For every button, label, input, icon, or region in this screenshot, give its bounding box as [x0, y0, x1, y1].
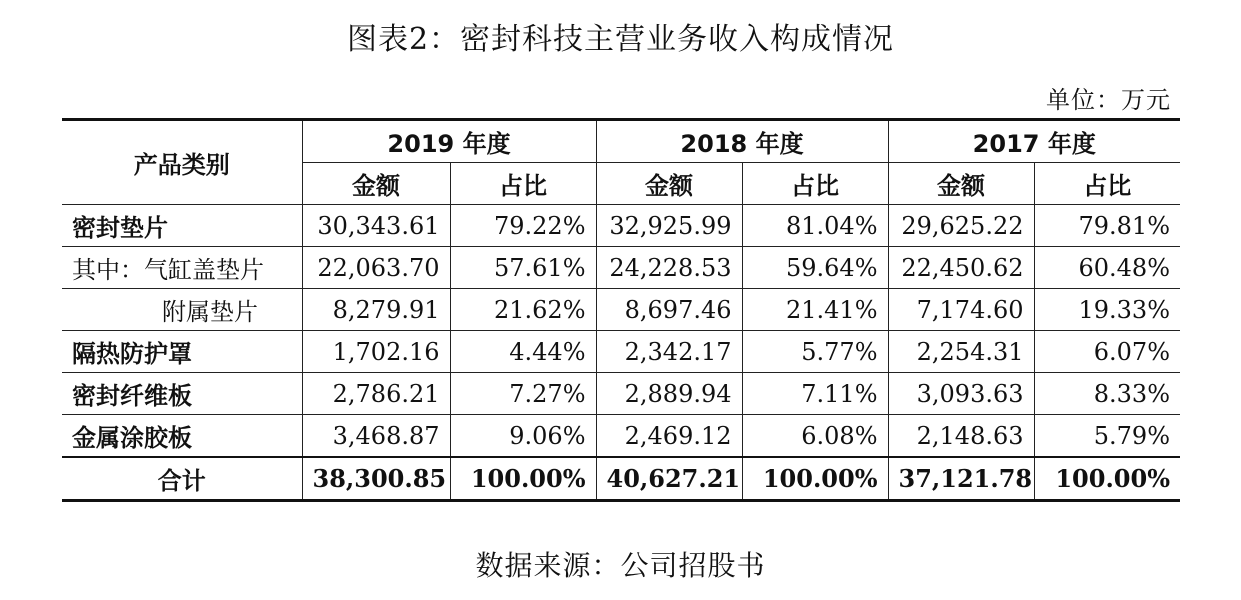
cell-value: 37,121.78	[888, 457, 1034, 501]
cell-value: 79.81%	[1034, 205, 1180, 247]
revenue-table	[62, 118, 1180, 502]
year-header-2017: 2017 年度	[888, 120, 1180, 163]
unit-label: 单位：万元	[1046, 86, 1171, 114]
cell-value: 21.41%	[742, 289, 888, 331]
row-label: 密封纤维板	[62, 373, 302, 415]
cell-value: 57.61%	[450, 247, 596, 289]
row-label: 附属垫片	[62, 289, 302, 331]
cell-value: 5.79%	[1034, 415, 1180, 458]
row-label: 隔热防护罩	[62, 331, 302, 373]
share-header: 占比	[450, 163, 596, 205]
cell-value: 1,702.16	[302, 331, 450, 373]
cell-value: 100.00%	[1034, 457, 1180, 501]
cell-value: 32,925.99	[596, 205, 742, 247]
cell-value: 4.44%	[450, 331, 596, 373]
table-row	[62, 331, 1180, 373]
table-row	[62, 373, 1180, 415]
cell-value: 81.04%	[742, 205, 888, 247]
cell-value: 100.00%	[450, 457, 596, 501]
cell-value: 22,450.62	[888, 247, 1034, 289]
row-label: 合计	[62, 457, 302, 501]
cell-value: 2,148.63	[888, 415, 1034, 458]
cell-value: 9.06%	[450, 415, 596, 458]
cell-value: 2,889.94	[596, 373, 742, 415]
total-row	[62, 457, 1180, 501]
share-header: 占比	[742, 163, 888, 205]
cell-value: 8.33%	[1034, 373, 1180, 415]
year-header-2019: 2019 年度	[302, 120, 596, 163]
document-title: 图表2：密封科技主营业务收入构成情况	[346, 22, 895, 57]
cell-value: 7,174.60	[888, 289, 1034, 331]
cell-value: 2,786.21	[302, 373, 450, 415]
cell-value: 7.27%	[450, 373, 596, 415]
cell-value: 3,093.63	[888, 373, 1034, 415]
cell-value: 5.77%	[742, 331, 888, 373]
table-row	[62, 289, 1180, 331]
cell-value: 2,469.12	[596, 415, 742, 458]
year-header-2018: 2018 年度	[596, 120, 888, 163]
cell-value: 100.00%	[742, 457, 888, 501]
cell-value: 38,300.85	[302, 457, 450, 501]
cell-value: 30,343.61	[302, 205, 450, 247]
share-header: 占比	[1034, 163, 1180, 205]
cell-value: 22,063.70	[302, 247, 450, 289]
amount-header: 金额	[302, 163, 450, 205]
cell-value: 7.11%	[742, 373, 888, 415]
cell-value: 21.62%	[450, 289, 596, 331]
cell-value: 40,627.21	[596, 457, 742, 501]
row-label: 其中：气缸盖垫片	[62, 247, 302, 289]
cell-value: 6.08%	[742, 415, 888, 458]
cell-value: 2,254.31	[888, 331, 1034, 373]
row-label: 密封垫片	[62, 205, 302, 247]
cell-value: 24,228.53	[596, 247, 742, 289]
table-row	[62, 415, 1180, 458]
cell-value: 2,342.17	[596, 331, 742, 373]
table-row	[62, 205, 1180, 247]
amount-header: 金额	[888, 163, 1034, 205]
cell-value: 8,279.91	[302, 289, 450, 331]
cell-value: 19.33%	[1034, 289, 1180, 331]
data-source: 数据来源：公司招股书	[475, 549, 766, 582]
cell-value: 60.48%	[1034, 247, 1180, 289]
cell-value: 3,468.87	[302, 415, 450, 458]
category-header: 产品类别	[62, 120, 302, 205]
cell-value: 6.07%	[1034, 331, 1180, 373]
row-label: 金属涂胶板	[62, 415, 302, 458]
cell-value: 79.22%	[450, 205, 596, 247]
table-row	[62, 247, 1180, 289]
amount-header: 金额	[596, 163, 742, 205]
cell-value: 8,697.46	[596, 289, 742, 331]
cell-value: 59.64%	[742, 247, 888, 289]
cell-value: 29,625.22	[888, 205, 1034, 247]
